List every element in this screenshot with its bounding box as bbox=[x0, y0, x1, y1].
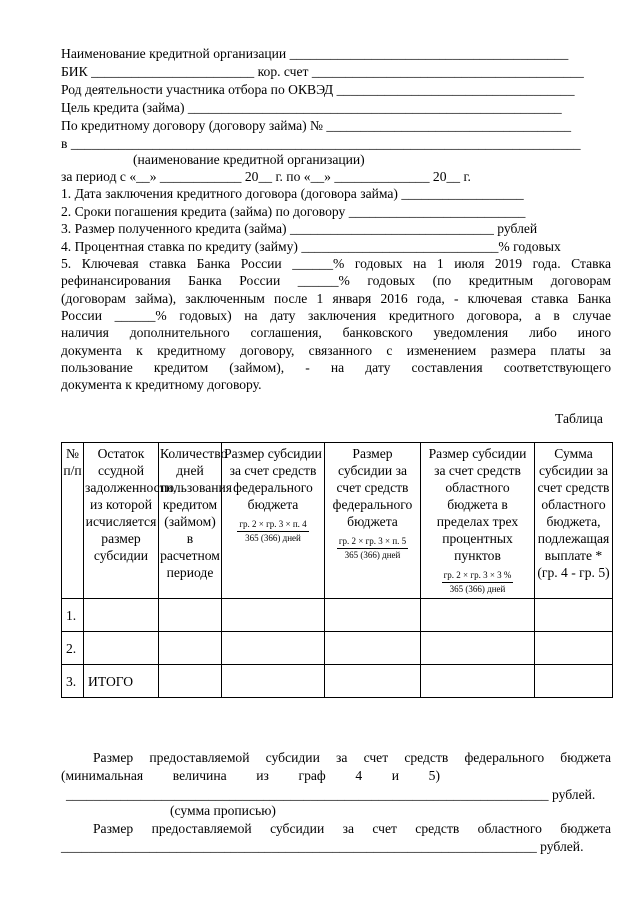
table-cell bbox=[159, 665, 222, 698]
header-number: № п/п bbox=[62, 443, 84, 599]
item-5-line-5: наличия дополнительного соглашения, банковского уведомления либо иного bbox=[61, 325, 611, 340]
table-label: Таблица bbox=[555, 411, 603, 426]
table-cell bbox=[159, 599, 222, 632]
formula-denominator: 365 (366) дней bbox=[344, 550, 401, 560]
table-cell bbox=[421, 599, 535, 632]
amount-in-words-caption: (сумма прописью) bbox=[170, 803, 276, 818]
row-number: 2. bbox=[62, 632, 84, 665]
header-federal-p4-text: Размер субсидии за счет средств федерального бюджета bbox=[224, 446, 322, 512]
row-number: 3. bbox=[62, 665, 84, 698]
formula-numerator: гр. 2 × гр. 3 × 3 % bbox=[442, 570, 514, 583]
formula-denominator: 365 (366) дней bbox=[449, 584, 506, 594]
subsidy-table bbox=[61, 442, 613, 698]
period-line: за период с «__» ____________ 20__ г. по «__» ______________ 20__ г. bbox=[61, 169, 471, 184]
item-1: 1. Дата заключения кредитного договора (договора займа) __________________ bbox=[61, 186, 524, 201]
formula-federal-p5 bbox=[337, 536, 408, 561]
item-5-line-1: 5. Ключевая ставка Банка России ______% годовых на 1 июля 2019 года. Ставка bbox=[61, 256, 611, 271]
item-3: 3. Размер полученного кредита (займа) ______________________________ рублей bbox=[61, 221, 538, 236]
formula-numerator: гр. 2 × гр. 3 × п. 5 bbox=[337, 536, 408, 549]
credit-org-caption: (наименование кредитной организации) bbox=[133, 152, 365, 167]
table-cell bbox=[535, 599, 613, 632]
table-cell bbox=[159, 632, 222, 665]
item-5-line-4: России ______% годовых) на дату заключения кредитного договора, а в случае bbox=[61, 308, 611, 323]
header-regional-3pct-text: Размер субсидии за счет средств областного бюджета в пределах трех процентных пунктов bbox=[428, 446, 527, 563]
table-row-total bbox=[62, 665, 613, 698]
header-loan-balance: Остаток ссудной задолженности, из которой исчисляется размер субсидии bbox=[84, 443, 159, 599]
contract-number-line: По кредитному договору (договору займа) № ____________________________________ bbox=[61, 118, 572, 133]
table-cell bbox=[535, 665, 613, 698]
federal-subsidy-amount-line: _______________________________________________________________________ рублей. bbox=[66, 787, 596, 802]
table-cell bbox=[222, 665, 325, 698]
credit-purpose-line: Цель кредита (займа) _______________________________________________________ bbox=[61, 100, 562, 115]
item-2: 2. Сроки погашения кредита (займа) по договору __________________________ bbox=[61, 204, 526, 219]
okved-line: Род деятельности участника отбора по ОКВЭД ___________________________________ bbox=[61, 82, 575, 97]
table-row bbox=[62, 599, 613, 632]
credit-org-name-line: Наименование кредитной организации _________________________________________ bbox=[61, 46, 569, 61]
table-row bbox=[62, 632, 613, 665]
formula-regional-3pct bbox=[442, 570, 514, 595]
item-5-line-6: документа к кредитному договору, связанного с изменением размера платы за bbox=[61, 343, 611, 358]
header-federal-p5 bbox=[325, 443, 421, 599]
credit-org-in-line: в ___________________________________________________________________________ bbox=[61, 136, 581, 151]
row-number: 1. bbox=[62, 599, 84, 632]
table-cell bbox=[421, 632, 535, 665]
header-federal-p5-text: Размер субсидии за счет средств федерального бюджета bbox=[332, 446, 413, 529]
regional-subsidy-amount-line: ______________________________________________________________________ рублей. bbox=[61, 839, 584, 854]
table-cell bbox=[421, 665, 535, 698]
table-cell bbox=[325, 632, 421, 665]
item-4: 4. Процентная ставка по кредиту (займу) _____________________________% годовых bbox=[61, 239, 561, 254]
header-regional-payout: Сумма субсидии за счет средств областного бюджета, подлежащая выплате * (гр. 4 - гр. 5) bbox=[535, 443, 613, 599]
bik-account-line: БИК ________________________ кор. счет ________________________________________ bbox=[61, 64, 584, 79]
table-cell bbox=[535, 632, 613, 665]
item-5-line-2: рефинансирования Банка России ______% годовых (по кредитным договорам bbox=[61, 273, 611, 288]
formula-federal-p4 bbox=[237, 519, 308, 544]
formula-numerator: гр. 2 × гр. 3 × п. 4 bbox=[237, 519, 308, 532]
table-cell bbox=[222, 632, 325, 665]
table-cell bbox=[84, 599, 159, 632]
federal-subsidy-line-1: Размер предоставляемой субсидии за счет средств федерального бюджета bbox=[93, 750, 611, 765]
item-5-line-8: документа к кредитному договору. bbox=[61, 377, 262, 392]
item-5-line-3: (договорам займа), заключенным после 1 января 2016 года, - ключевая ставка Банка bbox=[61, 291, 611, 306]
table-cell bbox=[325, 665, 421, 698]
header-regional-3pct bbox=[421, 443, 535, 599]
total-label: ИТОГО bbox=[84, 665, 159, 698]
table-cell bbox=[84, 632, 159, 665]
header-federal-p4 bbox=[222, 443, 325, 599]
header-days: Количество дней пользования кредитом (займом) в расчетном периоде bbox=[159, 443, 222, 599]
table-cell bbox=[222, 599, 325, 632]
formula-denominator: 365 (366) дней bbox=[245, 533, 301, 543]
table-cell bbox=[325, 599, 421, 632]
regional-subsidy-line-1: Размер предоставляемой субсидии за счет средств областного бюджета bbox=[93, 821, 611, 836]
item-5-line-7: пользование кредитом (займом), - на дату составления соответствующего bbox=[61, 360, 611, 375]
table-header-row bbox=[62, 443, 613, 599]
federal-subsidy-line-2: (минимальная величина из граф 4 и 5) bbox=[61, 768, 440, 783]
